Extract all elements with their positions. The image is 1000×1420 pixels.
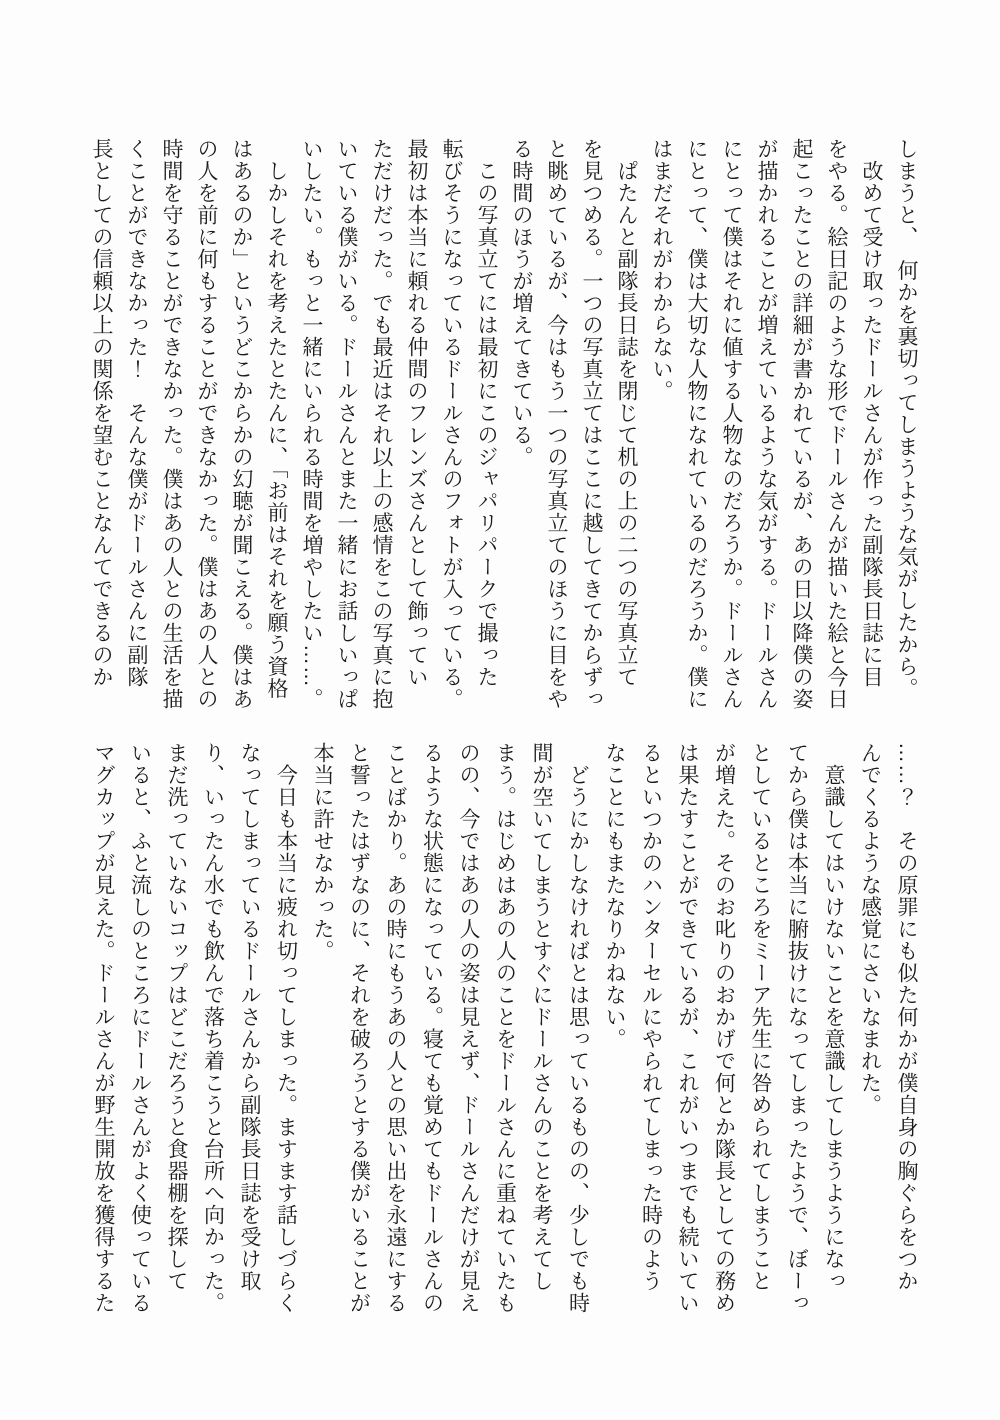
text-column: が増えた。そのお叱りのおかげで何とか隊長としての務め (712, 742, 736, 1314)
text-column: いしたい。もっと一緒にいられる時間を増やしたい……。 (300, 138, 323, 710)
text-column: しかしそれを考えたとたんに、「お前はそれを願う資格 (265, 138, 288, 700)
text-column: 起こったことの詳細が書かれているが、あの日以降僕の姿 (790, 138, 813, 710)
text-column: 改めて受け取ったドールさんが作った副隊長日誌に目 (860, 138, 883, 688)
text-column: いている僕がいる。ドールさんとまた一緒にお話しいっぱ (335, 138, 358, 710)
text-column: ただけだった。でも最近はそれ以上の感情をこの写真に抱 (370, 138, 393, 710)
text-column: 最初は本当に頼れる仲間のフレンズさんとして飾ってい (405, 138, 428, 688)
text-column: マグカップが見えた。ドールさんが野生開放を獲得するた (92, 742, 115, 1314)
text-column: にとって、僕は大切な人物になれているのだろうか。僕に (685, 138, 708, 710)
text-column: 今日も本当に疲れ切ってしまった。ますます話しづらく (274, 742, 298, 1314)
text-column: くことができなかった！ そんな僕がドールさんに副隊 (125, 138, 148, 688)
text-column: まう。はじめはあの人のことをドールさんに重ねていたも (493, 742, 517, 1314)
text-column: は果たすことができているが、これがいつまでも続いてい (676, 742, 699, 1314)
text-column: ことばかり。あの時にもうあの人との思い出を永遠にする (384, 742, 407, 1314)
text-column: が描かれることが増えているような気がする。ドールさん (755, 138, 778, 710)
text-column: り、いったん水でも飲んで落ち着こうと台所へ向かった。 (201, 742, 225, 1314)
text-column: にとって僕はそれに値する人物なのだろうか。ドールさん (720, 138, 743, 710)
text-column: としているところをミーア先生に咎められてしまうこと (749, 742, 772, 1292)
text-column: るといつかのハンターセルにやられてしまった時のよう (639, 742, 663, 1292)
bottom-text-block (82, 742, 924, 1324)
text-column: なことにもまたなりかねない。 (603, 742, 626, 1050)
text-column: のの、今ではあの人の姿は見えず、ドールさんだけが見え (457, 742, 480, 1314)
text-column: 時間を守ることができなかった。僕はあの人との生活を描 (160, 138, 183, 710)
text-column: この写真立てには最初にこのジャパリパークで撮った (475, 138, 498, 688)
text-column: いると、ふと流しのところにドールさんがよく使っている (128, 742, 152, 1314)
text-column: 間が空いてしまうとすぐにドールさんのことを考えてし (530, 742, 553, 1292)
text-column: はあるのか」というどこからかの幻聴が聞こえる。僕はあ (230, 138, 253, 710)
text-column: ぱたんと副隊長日誌を閉じて机の上の二つの写真立て (615, 138, 638, 688)
text-column: と眺めているが、今はもう一つの写真立てのほうに目をや (545, 138, 568, 710)
text-column: ……？ その原罪にも似た何かが僕自身の胸ぐらをつか (895, 742, 918, 1292)
text-column: てから僕は本当に腑抜けになってしまったようで、ぼーっ (785, 742, 809, 1314)
text-column: んでくるような感覚にさいなまれた。 (858, 742, 882, 1116)
text-column: はまだそれがわからない。 (650, 138, 673, 402)
text-column: の人を前に何もすることができなかった。僕はあの人との (195, 138, 218, 710)
text-column: 長としての信頼以上の関係を望むことなんてできるのか (90, 138, 113, 688)
text-column: なってしまっているドールさんから副隊長日誌を受け取 (238, 742, 261, 1292)
text-column: 転びそうになっているドールさんのフォトが入っている。 (440, 138, 463, 710)
text-column: 意識してはいけないことを意識してしまうようになっ (822, 742, 845, 1292)
text-column: る時間のほうが増えてきている。 (510, 138, 533, 468)
text-column: を見つめる。一つの写真立てはここに越してきてからずっ (580, 138, 603, 710)
text-column: と誓ったはずなのに、それを破ろうとする僕がいることが (347, 742, 371, 1314)
text-column: どうにかしなければとは思っているものの、少しでも時 (566, 742, 590, 1314)
text-column: まだ洗っていないコップはどこだろうと食器棚を探して (165, 742, 188, 1292)
text-column: しまうと、 何かを裏切ってしまうような気がしたから。 (895, 138, 918, 700)
top-text-block (82, 138, 924, 720)
text-column: をやる。絵日記のような形でドールさんが描いた絵と今日 (825, 138, 848, 710)
text-column: るような状態になっている。寝ても覚めてもドールさんの (420, 742, 444, 1314)
text-column: 本当に許せなかった。 (311, 742, 334, 962)
